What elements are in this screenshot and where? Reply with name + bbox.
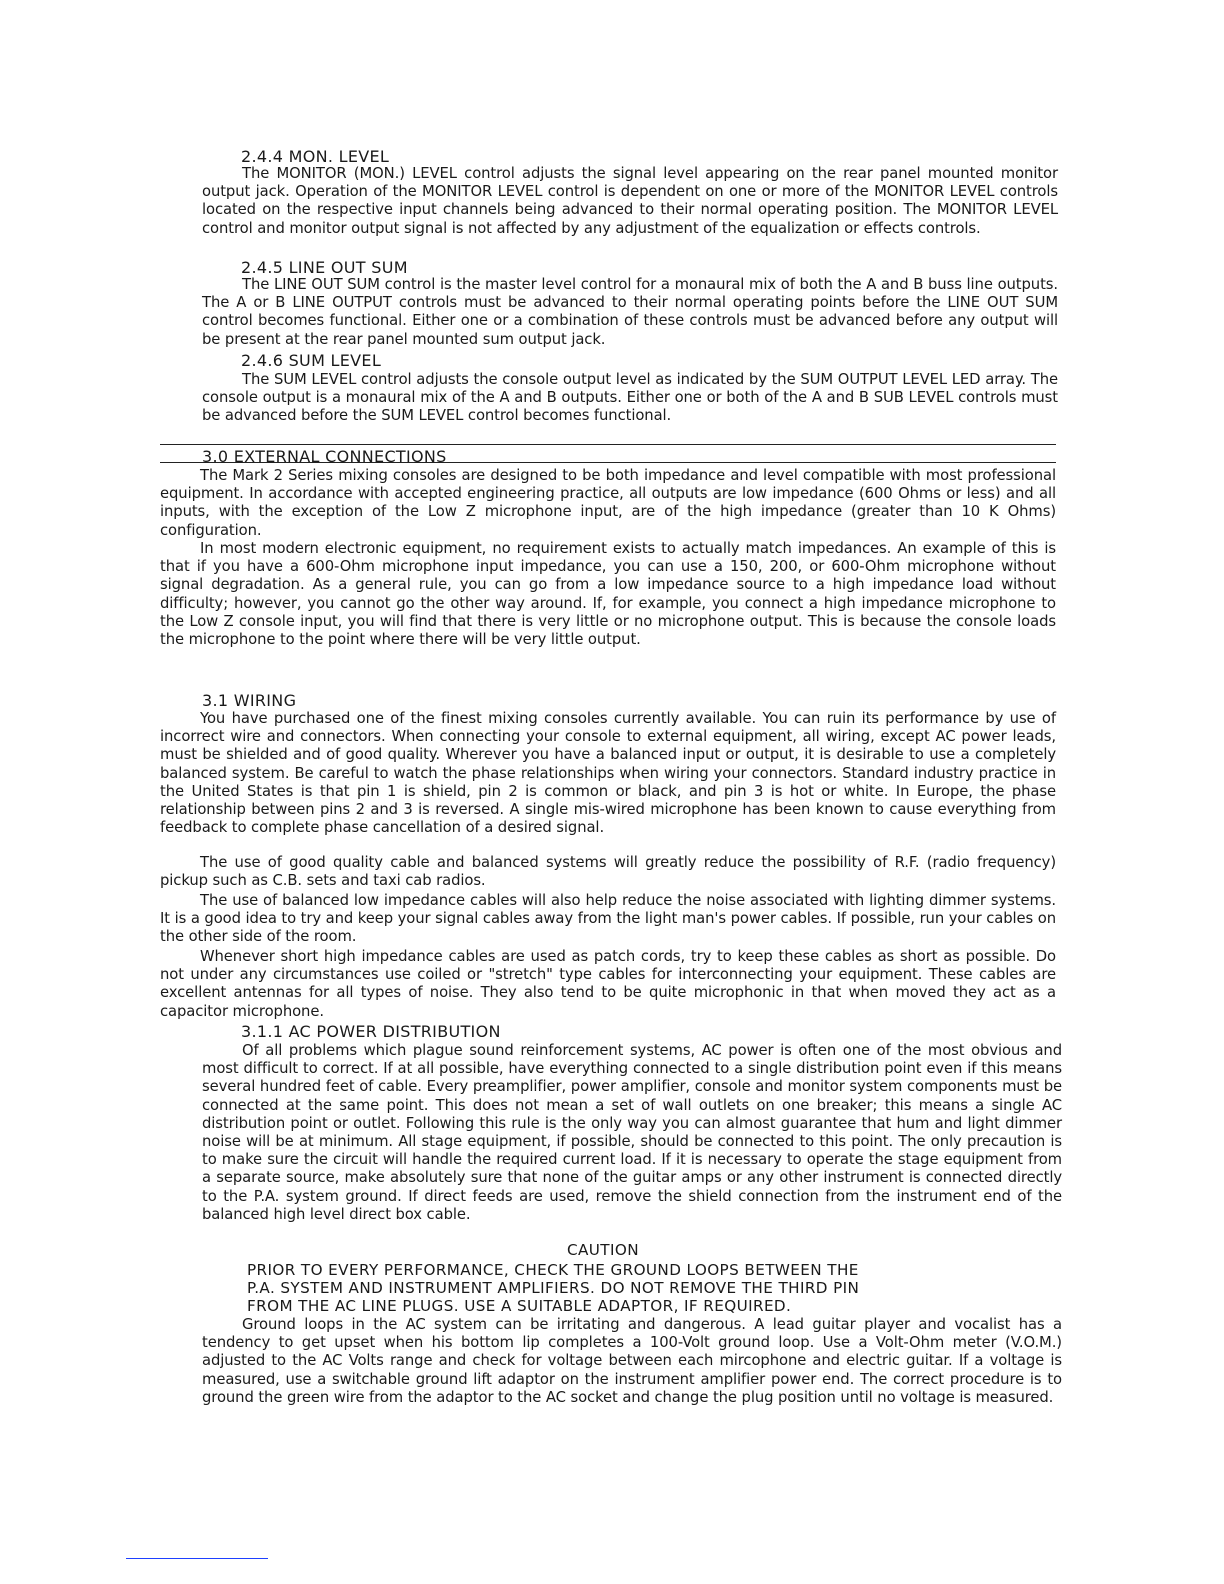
footnote-rule xyxy=(126,1558,268,1559)
paragraph-3-1-1-2: Ground loops in the AC system can be irritating and dangerous. A lead guitar player and vocalist has a tendency to get upset when his bottom lip completes a 100-Volt ground loop. Use a Volt-Ohm meter (V.O.M.) adjusted to the AC Volts range and check for voltage between each mircophone and electric guitar. If a voltage is measured, use a switchable ground lift adaptor on the instrument amplifier power end. The correct procedure is to ground the green wire from the adaptor to the AC socket and change the plug position until no voltage is measured. xyxy=(202,1316,1062,1406)
caution-line-1: PRIOR TO EVERY PERFORMANCE, CHECK THE GROUND LOOPS BETWEEN THE xyxy=(247,1261,859,1279)
paragraph-2-4-6: The SUM LEVEL control adjusts the console output level as indicated by the SUM OUTPUT LEVEL LED array. The console output is a monaural mix of the A and B outputs. Either one or both of the A and B SUB LEVEL controls must be advanced before the SUM LEVEL control becomes functional. xyxy=(202,371,1058,425)
paragraph-2-4-4: The MONITOR (MON.) LEVEL control adjusts the signal level appearing on the rear panel mounted monitor output jack. Operation of the MONITOR LEVEL control is dependent on one or more of the MONITOR LEVEL controls located on the respective input channels being advanced to their normal operating position. The MONITOR LEVEL control and monitor output signal is not affected by any adjustment of the equalization or effects controls. xyxy=(202,165,1058,237)
caution-title: CAUTION xyxy=(567,1241,639,1259)
section-divider-top xyxy=(160,444,1056,445)
paragraph-3-0-2: In most modern electronic equipment, no requirement exists to actually match impedances. An example of this is that if you have a 600-Ohm microphone input impedance, you can use a 150, 200, or 600-Ohm microphone without signal degradation. As a general rule, you can go from a low impedance source to a high impedance load without difficulty; however, you cannot go the other way around. If, for example, you connect a high impedance microphone to the Low Z console input, you will find that there is very little or no microphone output. This is because the console loads the microphone to the point where there will be very little output. xyxy=(160,540,1056,649)
heading-2-4-5: 2.4.5 LINE OUT SUM xyxy=(241,258,408,277)
paragraph-3-1-2: The use of good quality cable and balanced systems will greatly reduce the possibility of R.F. (radio frequency) pickup such as C.B. sets and taxi cab radios. xyxy=(160,854,1056,890)
paragraph-3-1-1-1: Of all problems which plague sound reinforcement systems, AC power is often one of the most obvious and most difficult to correct. If at all possible, have everything connected to a single distribution point even if this means several hundred feet of cable. Every preamplifier, power amplifier, console and monitor system components must be connected at the same point. This does not mean a set of wall outlets on one breaker; this means a single AC distribution point or outlet. Following this rule is the only way you can almost guarantee that hum and light dimmer noise will be at minimum. All stage equipment, if possible, should be connected to this point. The only precaution is to make sure the circuit will handle the required current load. If it is necessary to operate the stage equipment from a separate source, make absolutely sure that none of the guitar amps or any other instrument is connected directly to the P.A. system ground. If direct feeds are used, remove the shield connection from the instrument end of the balanced high level direct box cable. xyxy=(202,1042,1062,1223)
heading-3-1: 3.1 WIRING xyxy=(202,691,297,710)
heading-2-4-6: 2.4.6 SUM LEVEL xyxy=(241,351,382,370)
caution-line-2: P.A. SYSTEM AND INSTRUMENT AMPLIFIERS. DO NOT REMOVE THE THIRD PIN xyxy=(247,1279,860,1297)
heading-3-1-1: 3.1.1 AC POWER DISTRIBUTION xyxy=(241,1022,501,1041)
paragraph-3-1-3: The use of balanced low impedance cables will also help reduce the noise associated with lighting dimmer systems. It is a good idea to try and keep your signal cables away from the light man's power cables. If possible, run your cables on the other side of the room. xyxy=(160,892,1056,946)
paragraph-3-0-1: The Mark 2 Series mixing consoles are designed to be both impedance and level compatible with most professional equipment. In accordance with accepted engineering practice, all outputs are low impedance (600 Ohms or less) and all inputs, with the exception of the Low Z microphone input, are of the high impedance (greater than 10 K Ohms) configuration. xyxy=(160,467,1056,539)
caution-line-3: FROM THE AC LINE PLUGS. USE A SUITABLE ADAPTOR, IF REQUIRED. xyxy=(247,1297,792,1315)
heading-3-0: 3.0 EXTERNAL CONNECTIONS xyxy=(202,447,447,466)
paragraph-2-4-5: The LINE OUT SUM control is the master level control for a monaural mix of both the A and B buss line outputs. The A or B LINE OUTPUT controls must be advanced to their normal operating points before the LINE OUT SUM control becomes functional. Either one or a combination of these controls must be advanced before any output will be present at the rear panel mounted sum output jack. xyxy=(202,276,1058,348)
paragraph-3-1-4: Whenever short high impedance cables are used as patch cords, try to keep these cables as short as possible. Do not under any circumstances use coiled or "stretch" type cables for interconnecting your equipment. These cables are excellent antennas for all types of noise. They also tend to be quite microphonic in that when moved they act as a capacitor microphone. xyxy=(160,948,1056,1020)
paragraph-3-1-1: You have purchased one of the finest mixing consoles currently available. You can ruin its performance by use of incorrect wire and connectors. When connecting your console to external equipment, all wiring, except AC power leads, must be shielded and of good quality. Wherever you have a balanced input or output, it is desirable to use a completely balanced system. Be careful to watch the phase relationships when wiring your connectors. Standard industry practice in the United States is that pin 1 is shield, pin 2 is common or black, and pin 3 is hot or white. In Europe, the phase relationship between pins 2 and 3 is reversed. A single mis-wired microphone has been known to cause everything from feedback to complete phase cancellation of a desired signal. xyxy=(160,710,1056,837)
heading-2-4-4: 2.4.4 MON. LEVEL xyxy=(241,147,390,166)
